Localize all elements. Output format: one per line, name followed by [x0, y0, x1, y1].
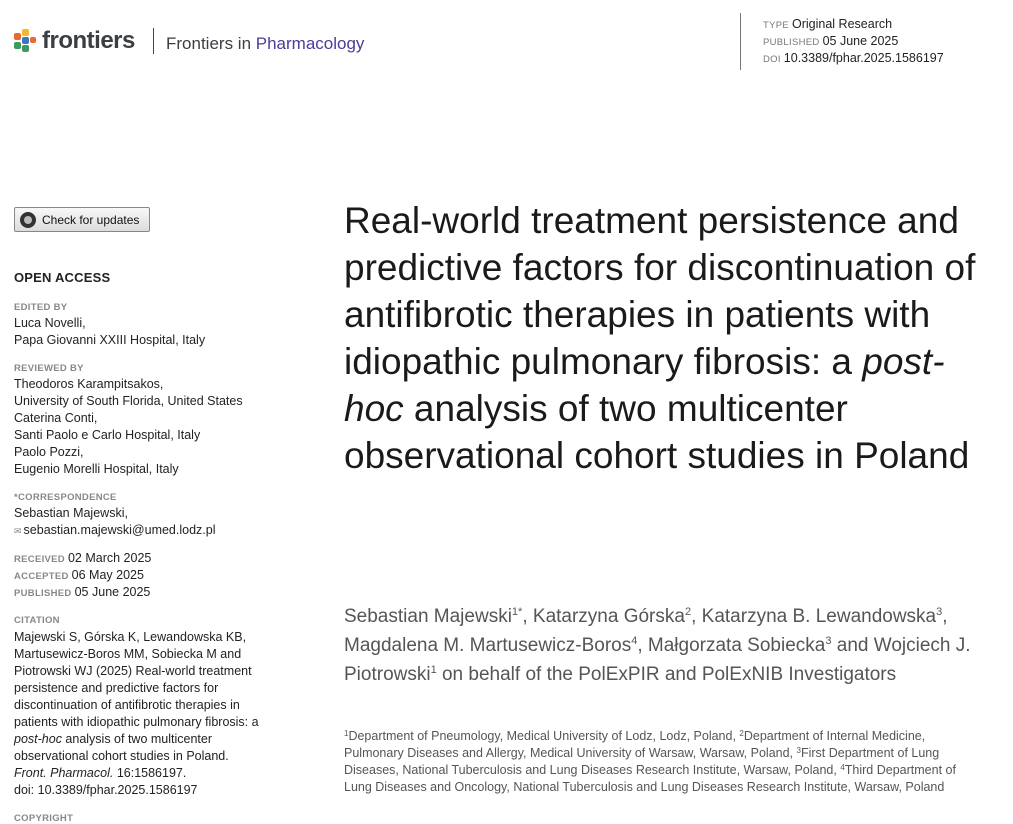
reviewer-affiliation: Santi Paolo e Carlo Hospital, Italy: [14, 428, 201, 442]
author-name[interactable]: Sebastian Majewski: [344, 606, 512, 627]
citation-doi-link[interactable]: doi: 10.3389/fphar.2025.1586197: [14, 783, 198, 797]
published-date: PUBLISHED 05 June 2025: [763, 34, 899, 48]
author-separator: ,: [522, 606, 533, 627]
doi[interactable]: DOI 10.3389/fphar.2025.1586197: [763, 51, 944, 65]
author-separator: on behalf of the PolExPIR and PolExNIB Investigators: [436, 664, 897, 685]
article-type: TYPE Original Research: [763, 17, 893, 31]
affiliation-text: Third Department of Lung Diseases and Oncology, National Tuberculosis and Lung Diseases Research Institute, Warsaw, Poland: [344, 763, 956, 794]
affiliation-text: Department of Pneumology, Medical University of Lodz, Lodz, Poland,: [348, 729, 740, 743]
reviewed-by-heading: REVIEWED BY: [14, 363, 84, 374]
correspondence-email-link[interactable]: ✉ sebastian.majewski@umed.lodz.pl: [14, 523, 216, 537]
affiliation-number: 1: [344, 729, 349, 738]
author-separator: ,: [691, 606, 702, 627]
author-affiliation-number: 1: [430, 664, 437, 676]
citation-line: patients with idiopathic pulmonary fibrosis: a: [14, 715, 259, 729]
author-separator: and: [831, 635, 874, 656]
article-title: Real-world treatment persistence and predictive factors for discontinuation of antifibrotic therapies in patients with idiopathic pulmonary fibrosis: a post-hoc analysis of two multicenter observational cohort studies in Poland: [344, 200, 976, 476]
frontiers-logo-icon: [14, 29, 38, 53]
author-separator: ,: [942, 606, 948, 627]
editor-name: Luca Novelli,: [14, 316, 86, 330]
reviewer-name: Theodoros Karampitsakos,: [14, 377, 164, 391]
copyright-heading: COPYRIGHT: [14, 813, 74, 824]
citation-line: Piotrowski WJ (2025) Real-world treatment: [14, 664, 252, 678]
correspondence-heading: *CORRESPONDENCE: [14, 492, 117, 503]
author-affiliation-number: 1*: [511, 606, 523, 618]
author-list: [344, 602, 984, 689]
frontiers-logo[interactable]: [14, 27, 135, 55]
affiliation-text: Department of Internal Medicine, Pulmonary Diseases and Allergy, Medical University of Warsaw, Warsaw, Poland,: [344, 729, 926, 760]
reviewer-affiliation: Eugenio Morelli Hospital, Italy: [14, 462, 179, 476]
citation-line: Martusewicz-Boros MM, Sobiecka M and: [14, 647, 242, 661]
frontiers-wordmark: frontiers: [42, 27, 135, 54]
check-for-updates-button[interactable]: Check for updates: [14, 207, 150, 232]
accepted-date: ACCEPTED 06 May 2025: [14, 568, 144, 582]
crossmark-icon: [20, 212, 36, 228]
author-name[interactable]: Małgorzata Sobiecka: [647, 635, 826, 656]
email-icon: ✉: [14, 526, 22, 536]
citation-line: observational cohort studies in Poland.: [14, 749, 229, 763]
author-affiliation-number: 4: [631, 635, 638, 647]
affiliation-number: 2: [739, 729, 744, 738]
header-divider: [153, 28, 154, 54]
citation-line: post-hoc analysis of two multicenter: [14, 732, 213, 746]
reviewer-affiliation: University of South Florida, United States: [14, 394, 243, 408]
author-separator: ,: [637, 635, 648, 656]
citation-line: persistence and predictive factors for: [14, 681, 219, 695]
correspondence-name: Sebastian Majewski,: [14, 506, 128, 520]
author-affiliation-number: 3: [936, 606, 943, 618]
author-name[interactable]: Wojciech J. Piotrowski: [344, 635, 971, 685]
affiliation-list: [344, 728, 969, 796]
citation-journal: Front. Pharmacol. 16:1586197.: [14, 766, 187, 780]
citation-line: discontinuation of antifibrotic therapies in: [14, 698, 240, 712]
author-name[interactable]: Katarzyna Górska: [532, 606, 685, 627]
received-date: RECEIVED 02 March 2025: [14, 551, 152, 565]
reviewer-name: Paolo Pozzi,: [14, 445, 84, 459]
open-access-label: OPEN ACCESS: [14, 270, 111, 285]
meta-divider: [740, 13, 741, 70]
edited-by-heading: EDITED BY: [14, 302, 68, 313]
editor-affiliation: Papa Giovanni XXIII Hospital, Italy: [14, 333, 206, 347]
author-affiliation-number: 2: [684, 606, 692, 618]
author-name[interactable]: Katarzyna B. Lewandowska: [701, 606, 937, 627]
affiliation-text: First Department of Lung Diseases, National Tuberculosis and Lung Diseases Research Institute, Warsaw, Poland,: [344, 746, 940, 777]
author-name[interactable]: Magdalena M. Martusewicz-Boros: [344, 635, 632, 656]
citation-heading: CITATION: [14, 615, 60, 626]
reviewer-name: Caterina Conti,: [14, 411, 98, 425]
published-date-sidebar: PUBLISHED 05 June 2025: [14, 585, 151, 599]
affiliation-number: 4: [840, 763, 845, 772]
journal-name[interactable]: Frontiers in Pharmacology: [166, 34, 365, 53]
citation-line: Majewski S, Górska K, Lewandowska KB,: [14, 630, 247, 644]
author-affiliation-number: 3: [825, 635, 832, 647]
affiliation-number: 3: [796, 746, 801, 755]
